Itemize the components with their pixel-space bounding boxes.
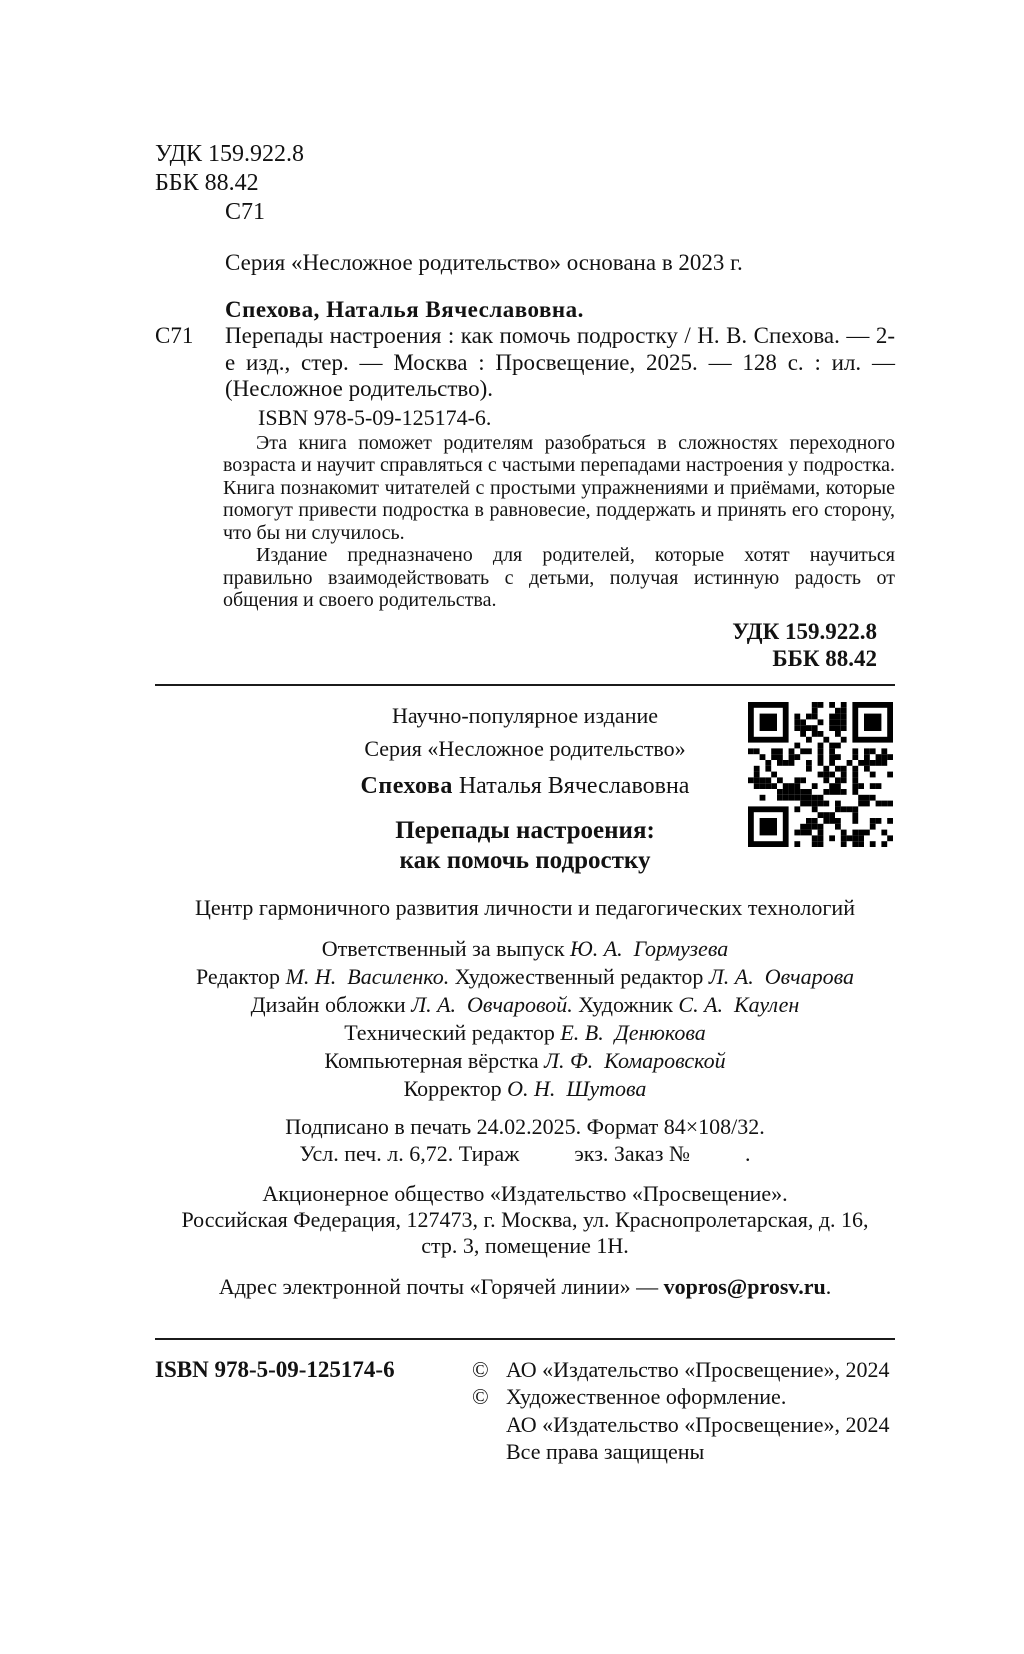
staff-name: С. А. Каулен: [678, 991, 800, 1017]
bbk-code-top: ББК 88.42: [155, 170, 259, 196]
udk-code-top: УДК 159.922.8: [155, 141, 304, 167]
publisher-address-line: Российская Федерация, 127473, г. Москва, ул. Краснопролетарская, д. 16,: [181, 1206, 869, 1232]
divider-rule-top: [155, 684, 895, 686]
staff-role: Компьютерная вёрстка: [324, 1047, 545, 1073]
staff-name: Ю. А. Гормузева: [570, 935, 729, 961]
copyright-row: [472, 1438, 895, 1466]
staff-name: М. Н. Василенко.: [285, 963, 450, 989]
annotation-paragraph-1: Эта книга поможет родителям разобраться в сложностях переходного возраста и научит справляться с частыми перепадами настроения у подростка. Книга познакомит читателей с простыми упражнениями и приёмами, которые помогут привести подростка в равновесие, поддержать и принять его сторону, что бы ни случилось.: [223, 431, 895, 544]
publisher-address-line: стр. 3, помещение 1Н.: [421, 1232, 629, 1258]
hotline-email-label: Адрес электронной почты «Горячей линии» —: [218, 1273, 664, 1299]
udk-code-right: УДК 159.922.8: [732, 618, 877, 644]
footer-block: [155, 1356, 895, 1466]
author-sign-code-top: С71: [225, 199, 266, 225]
copyright-row: [472, 1356, 895, 1384]
book-title-line-2: как помочь подростку: [399, 846, 651, 874]
staff-name: Л. Ф. Комаровской: [544, 1047, 726, 1073]
copyright-symbol: ©: [472, 1384, 489, 1409]
print-info-line-2: Усл. печ. л. 6,72. Тираж экз. Заказ № .: [299, 1140, 751, 1166]
staff-line: [155, 963, 895, 991]
annotation-paragraph-2: Издание предназначено для родителей, которые хотят научиться правильно взаимодействовать с детьми, получая истинную радость от общения и своего родительства.: [223, 544, 895, 611]
staff-line: [155, 1075, 895, 1103]
catalog-description: [155, 323, 895, 403]
catalog-author: Спехова, Наталья Вячеславовна.: [225, 297, 584, 322]
copyright-row: [472, 1383, 895, 1411]
series-name: Серия «Несложное родительство»: [364, 735, 686, 761]
author-sign-code-margin: С71: [155, 323, 194, 348]
hotline-email-address: vopros@prosv.ru: [663, 1273, 826, 1299]
catalog-isbn: ISBN 978-5-09-125174-6.: [258, 404, 492, 430]
copyright-text: АО «Издательство «Просвещение», 2024: [506, 1356, 890, 1382]
staff-role: Дизайн обложки: [250, 991, 412, 1017]
staff-role: Ответственный за выпуск: [321, 935, 571, 961]
page-content: [155, 0, 895, 1466]
copyright-symbol: ©: [472, 1356, 489, 1382]
copyright-symbol: [472, 1411, 506, 1439]
series-founded-note: Серия «Несложное родительство» основана в 2023 г.: [225, 250, 743, 275]
staff-name: О. Н. Шутова: [507, 1075, 647, 1101]
imprint-author-name: Наталья Вячеславовна: [452, 772, 690, 799]
hotline-email-period: .: [825, 1273, 832, 1299]
imprint-section: [155, 702, 895, 1300]
staff-name: Л. А. Овчаровой.: [411, 991, 573, 1017]
qr-code: [748, 702, 893, 847]
staff-line: [155, 991, 895, 1019]
catalog-description-text: Перепады настроения : как помочь подростку / Н. В. Спехова. — 2-е изд., стер. — Москва : Просвещение, 2025. — 128 с. : ил. — (Несложное родительство).: [225, 323, 895, 401]
copyright-text: Все права защищены: [506, 1439, 705, 1464]
publishing-center-name: Центр гармоничного развития личности и педагогических технологий: [195, 894, 855, 920]
hotline-email-line: [155, 1273, 895, 1300]
copyright-block: [472, 1356, 895, 1466]
staff-role: Редактор: [195, 963, 286, 989]
divider-rule-bottom: [155, 1338, 895, 1340]
copyright-text: АО «Издательство «Просвещение», 2024: [506, 1411, 890, 1437]
staff-line: [155, 935, 895, 963]
print-info-line-1: Подписано в печать 24.02.2025. Формат 84×108/32.: [285, 1113, 765, 1139]
book-title-line-1: Перепады настроения:: [395, 816, 655, 844]
copyright-row: [472, 1411, 895, 1439]
imprint-author-surname: Спехова: [360, 772, 453, 799]
staff-role: Художник: [572, 991, 679, 1017]
staff-line: [155, 1019, 895, 1047]
staff-line: [155, 1047, 895, 1075]
classification-block: [155, 0, 895, 227]
publisher-name: Акционерное общество «Издательство «Просвещение».: [262, 1180, 788, 1206]
footer-isbn: ISBN 978-5-09-125174-6: [155, 1356, 395, 1382]
staff-name: Л. А. Овчарова: [708, 963, 855, 989]
publisher-address: [155, 1181, 895, 1259]
staff-role: Технический редактор: [344, 1019, 561, 1045]
staff-list: [155, 935, 895, 1103]
copyright-symbol: [472, 1438, 506, 1466]
edition-type: Научно-популярное издание: [391, 702, 659, 728]
bbk-code-right: ББК 88.42: [772, 645, 877, 671]
staff-role: Художественный редактор: [449, 963, 709, 989]
copyright-text: Художественное оформление.: [506, 1384, 787, 1409]
staff-name: Е. В. Денюкова: [560, 1019, 706, 1045]
staff-role: Корректор: [403, 1075, 508, 1101]
